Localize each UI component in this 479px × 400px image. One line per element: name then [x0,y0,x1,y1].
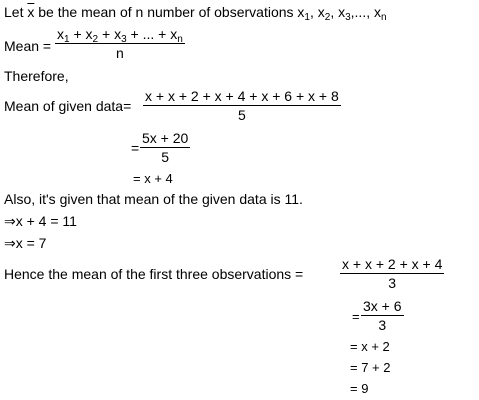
also-given-text: Also, it's given that mean of the given data is 11. [4,191,303,207]
step1-fraction [361,298,404,333]
given-mean-fraction [143,88,341,123]
hence-label: Hence the mean of the first three observations = [4,266,304,282]
simplify1-denominator: 5 [161,149,170,165]
step1-eq: = [352,309,360,324]
hence-numerator: x + x + 2 + x + 4 [342,256,443,272]
simplify1-numerator: 5x + 20 [142,130,189,146]
hence-fraction [340,256,444,291]
intro-text-mid: be the mean of n number of observations [34,4,298,20]
simplify2-text: = x + 4 [133,171,173,186]
given-mean-label: Mean of given data= [4,98,132,114]
mean-def-fraction [55,26,185,61]
step3-text: = 7 + 2 [350,360,391,375]
given-mean-numerator: x + x + 2 + x + 4 + x + 6 + x + 8 [145,88,339,104]
step1-denominator: 3 [378,317,387,333]
step4-text: = 9 [350,381,369,396]
therefore-text: Therefore, [4,68,69,84]
obs-ellipsis: ,..., [350,4,374,20]
obs-n: $x_n$ [374,4,387,23]
intro-line: Let $\overline{x}$ be the mean of n number of observations $x_1$, $x_2$, $x_3$,..., $x_n$ [4,4,387,23]
simplify1-fraction [140,130,190,165]
given-mean-denominator: 5 [238,107,246,123]
mean-def-denominator: n [115,45,124,61]
step2-text: = x + 2 [350,339,390,354]
obs-3: $x_3$ [338,4,351,23]
implies-line-1: ⇒x + 4 = 11 [4,213,77,229]
hence-denominator: 3 [388,275,397,291]
implies-line-2: ⇒x = 7 [4,235,47,251]
step1-numerator: 3x + 6 [363,298,402,314]
mean-def-numerator: $x_1 + x_2 + x_3$ + ... + $x_n$ [57,26,183,45]
obs-1: $x_1$ [297,4,310,23]
x-bar-symbol: $\overline{x}$ [27,4,35,20]
intro-text-before: Let [4,4,28,20]
mean-def-label: Mean = [4,38,52,54]
obs-2: $x_2$ [317,4,331,23]
simplify1-eq: = [131,140,140,156]
